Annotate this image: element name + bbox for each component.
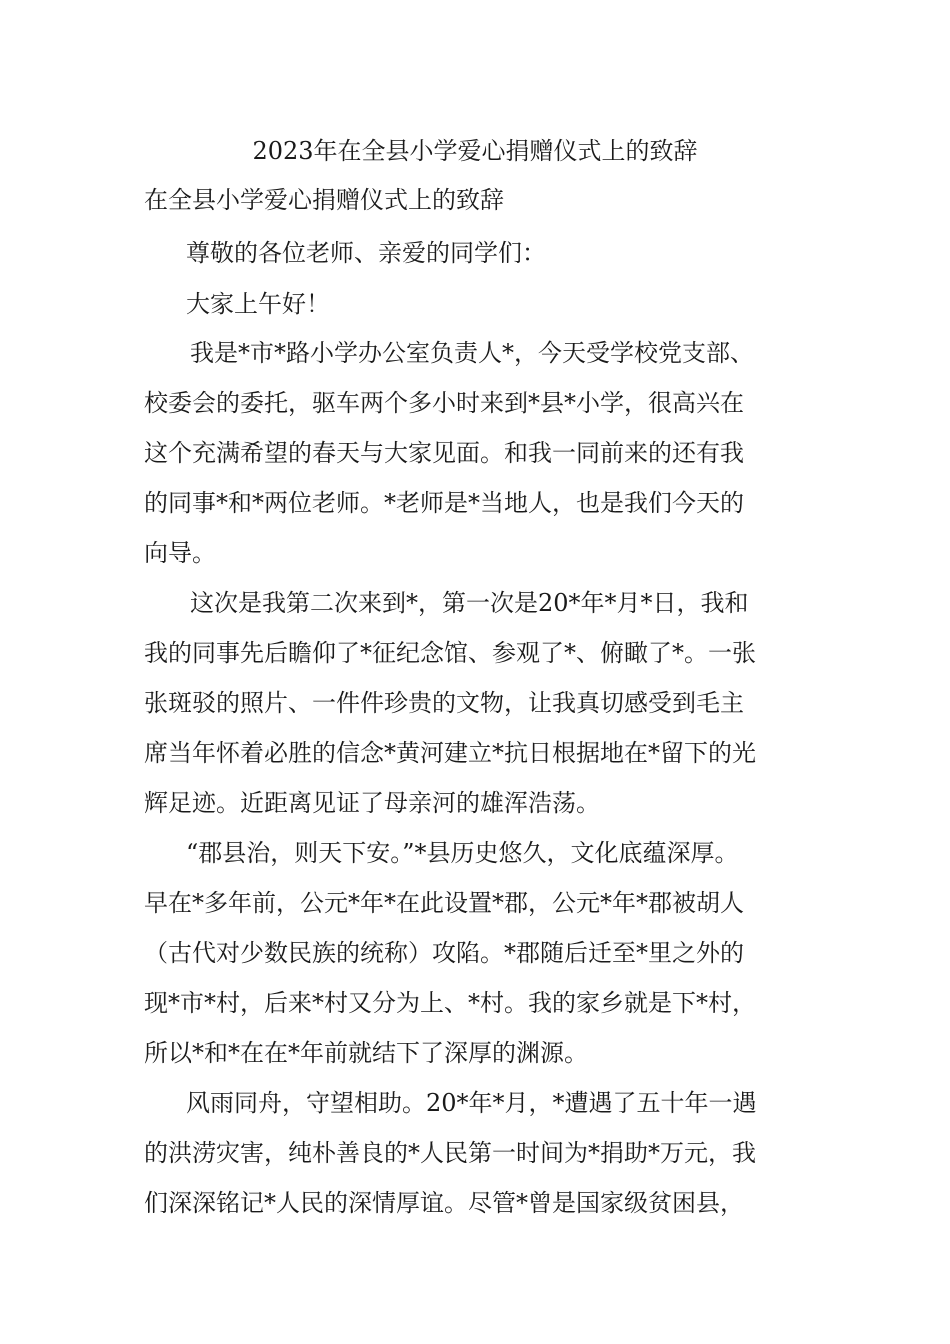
salutation: 尊敬的各位老师、亲爱的同学们： <box>186 239 546 267</box>
paragraph-3-line-4: 现*市*村，后来*村又分为上、*村。我的家乡就是下*村， <box>144 989 756 1017</box>
paragraph-4-line-1: 风雨同舟，守望相助。20*年*月，*遭遇了五十年一遇 <box>186 1089 757 1117</box>
document-title: 2023年在全县小学爱心捐赠仪式上的致辞 <box>252 137 698 165</box>
document-subtitle: 在全县小学爱心捐赠仪式上的致辞 <box>144 186 504 214</box>
paragraph-3-line-2: 早在*多年前，公元*年*在此设置*郡，公元*年*郡被胡人 <box>144 889 744 917</box>
paragraph-3-line-1: “郡县治，则天下安。”*县历史悠久，文化底蕴深厚。 <box>186 839 739 867</box>
paragraph-1-line-5: 向导。 <box>144 539 216 567</box>
paragraph-1-line-3: 这个充满希望的春天与大家见面。和我一同前来的还有我 <box>144 439 744 467</box>
paragraph-4-line-3: 们深深铭记*人民的深情厚谊。尽管*曾是国家级贫困县， <box>144 1189 744 1217</box>
paragraph-1-line-1: 我是*市*路小学办公室负责人*，今天受学校党支部、 <box>190 339 754 367</box>
paragraph-3-line-3: （古代对少数民族的统称）攻陷。*郡随后迁至*里之外的 <box>144 939 744 967</box>
paragraph-2-line-1: 这次是我第二次来到*，第一次是20*年*月*日，我和 <box>190 589 749 617</box>
greeting: 大家上午好！ <box>186 290 330 318</box>
paragraph-2-line-2: 我的同事先后瞻仰了*征纪念馆、参观了*、俯瞰了*。一张 <box>144 639 756 667</box>
paragraph-2-line-5: 辉足迹。近距离见证了母亲河的雄浑浩荡。 <box>144 789 600 817</box>
paragraph-3-line-5: 所以*和*在在*年前就结下了深厚的渊源。 <box>144 1039 588 1067</box>
paragraph-2-line-3: 张斑驳的照片、一件件珍贵的文物，让我真切感受到毛主 <box>144 689 744 717</box>
paragraph-4-line-2: 的洪涝灾害，纯朴善良的*人民第一时间为*捐助*万元，我 <box>144 1139 756 1167</box>
paragraph-1-line-2: 校委会的委托，驱车两个多小时来到*县*小学，很高兴在 <box>144 389 744 417</box>
paragraph-1-line-4: 的同事*和*两位老师。*老师是*当地人，也是我们今天的 <box>144 489 744 517</box>
paragraph-2-line-4: 席当年怀着必胜的信念*黄河建立*抗日根据地在*留下的光 <box>144 739 756 767</box>
